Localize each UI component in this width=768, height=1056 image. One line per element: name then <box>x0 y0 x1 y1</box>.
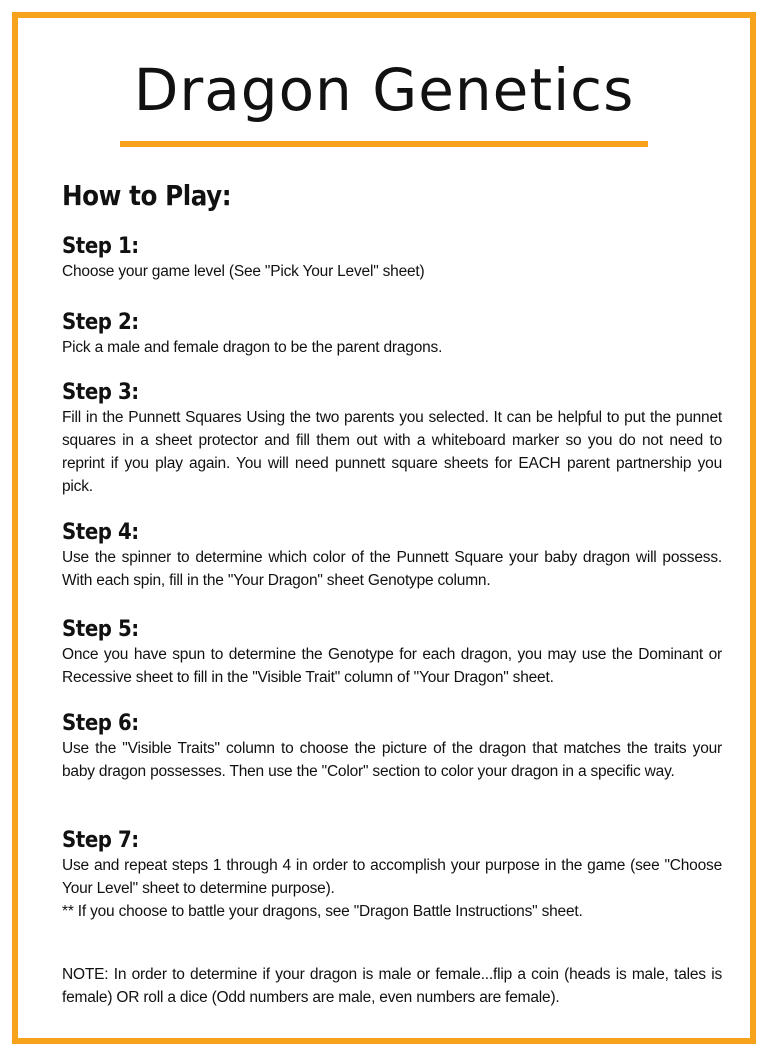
page-title: Dragon Genetics <box>133 56 635 124</box>
step-body: Choose your game level (See "Pick Your Level" sheet) <box>62 263 425 280</box>
step-5 <box>62 617 722 689</box>
step-body: Once you have spun to determine the Genotype for each dragon, you may use the Dominant or Recessive sheet to fill in the "Visible Trait" column of "Your Dragon" sheet. <box>62 646 722 686</box>
section-heading: How to Play: <box>62 179 232 212</box>
step-body: Use the "Visible Traits" column to choose the picture of the dragon that matches the traits your baby dragon possesses. Then use the "Color" section to color your dragon in a specific way. <box>62 740 722 780</box>
step-heading: Step 3: <box>62 380 139 405</box>
title-underline <box>120 141 648 147</box>
step-heading: Step 2: <box>62 310 139 335</box>
step-2 <box>62 310 722 359</box>
battle-note: ** If you choose to battle your dragons, see "Dragon Battle Instructions" sheet. <box>62 903 583 920</box>
step-1 <box>62 234 722 283</box>
step-6 <box>62 711 722 783</box>
gender-note: NOTE: In order to determine if your dragon is male or female...flip a coin (heads is male, tales is female) OR roll a dice (Odd numbers are male, even numbers are female). <box>62 966 722 1006</box>
step-heading: Step 4: <box>62 520 139 545</box>
step-7 <box>62 828 722 923</box>
step-heading: Step 1: <box>62 234 139 259</box>
step-heading: Step 6: <box>62 711 139 736</box>
step-body: Use the spinner to determine which color of the Punnett Square your baby dragon will possess. With each spin, fill in the "Your Dragon" sheet Genotype column. <box>62 549 722 589</box>
step-body: Use and repeat steps 1 through 4 in order to accomplish your purpose in the game (see "Choose Your Level" sheet to determine purpose). ** If you choose to battle your dragons, see "Dragon Battle Instructions" sheet. <box>62 854 722 923</box>
step-3 <box>62 380 722 498</box>
step-heading: Step 5: <box>62 617 139 642</box>
step-body: Fill in the Punnett Squares Using the two parents you selected. It can be helpful to put the punnet squares in a sheet protector and fill them out with a whiteboard marker so you do not need to reprint if you play again. You will need punnett square sheets for EACH parent partnership you pick. <box>62 409 722 495</box>
step-heading: Step 7: <box>62 828 139 853</box>
step-4 <box>62 520 722 592</box>
step-body: Pick a male and female dragon to be the parent dragons. <box>62 339 443 356</box>
